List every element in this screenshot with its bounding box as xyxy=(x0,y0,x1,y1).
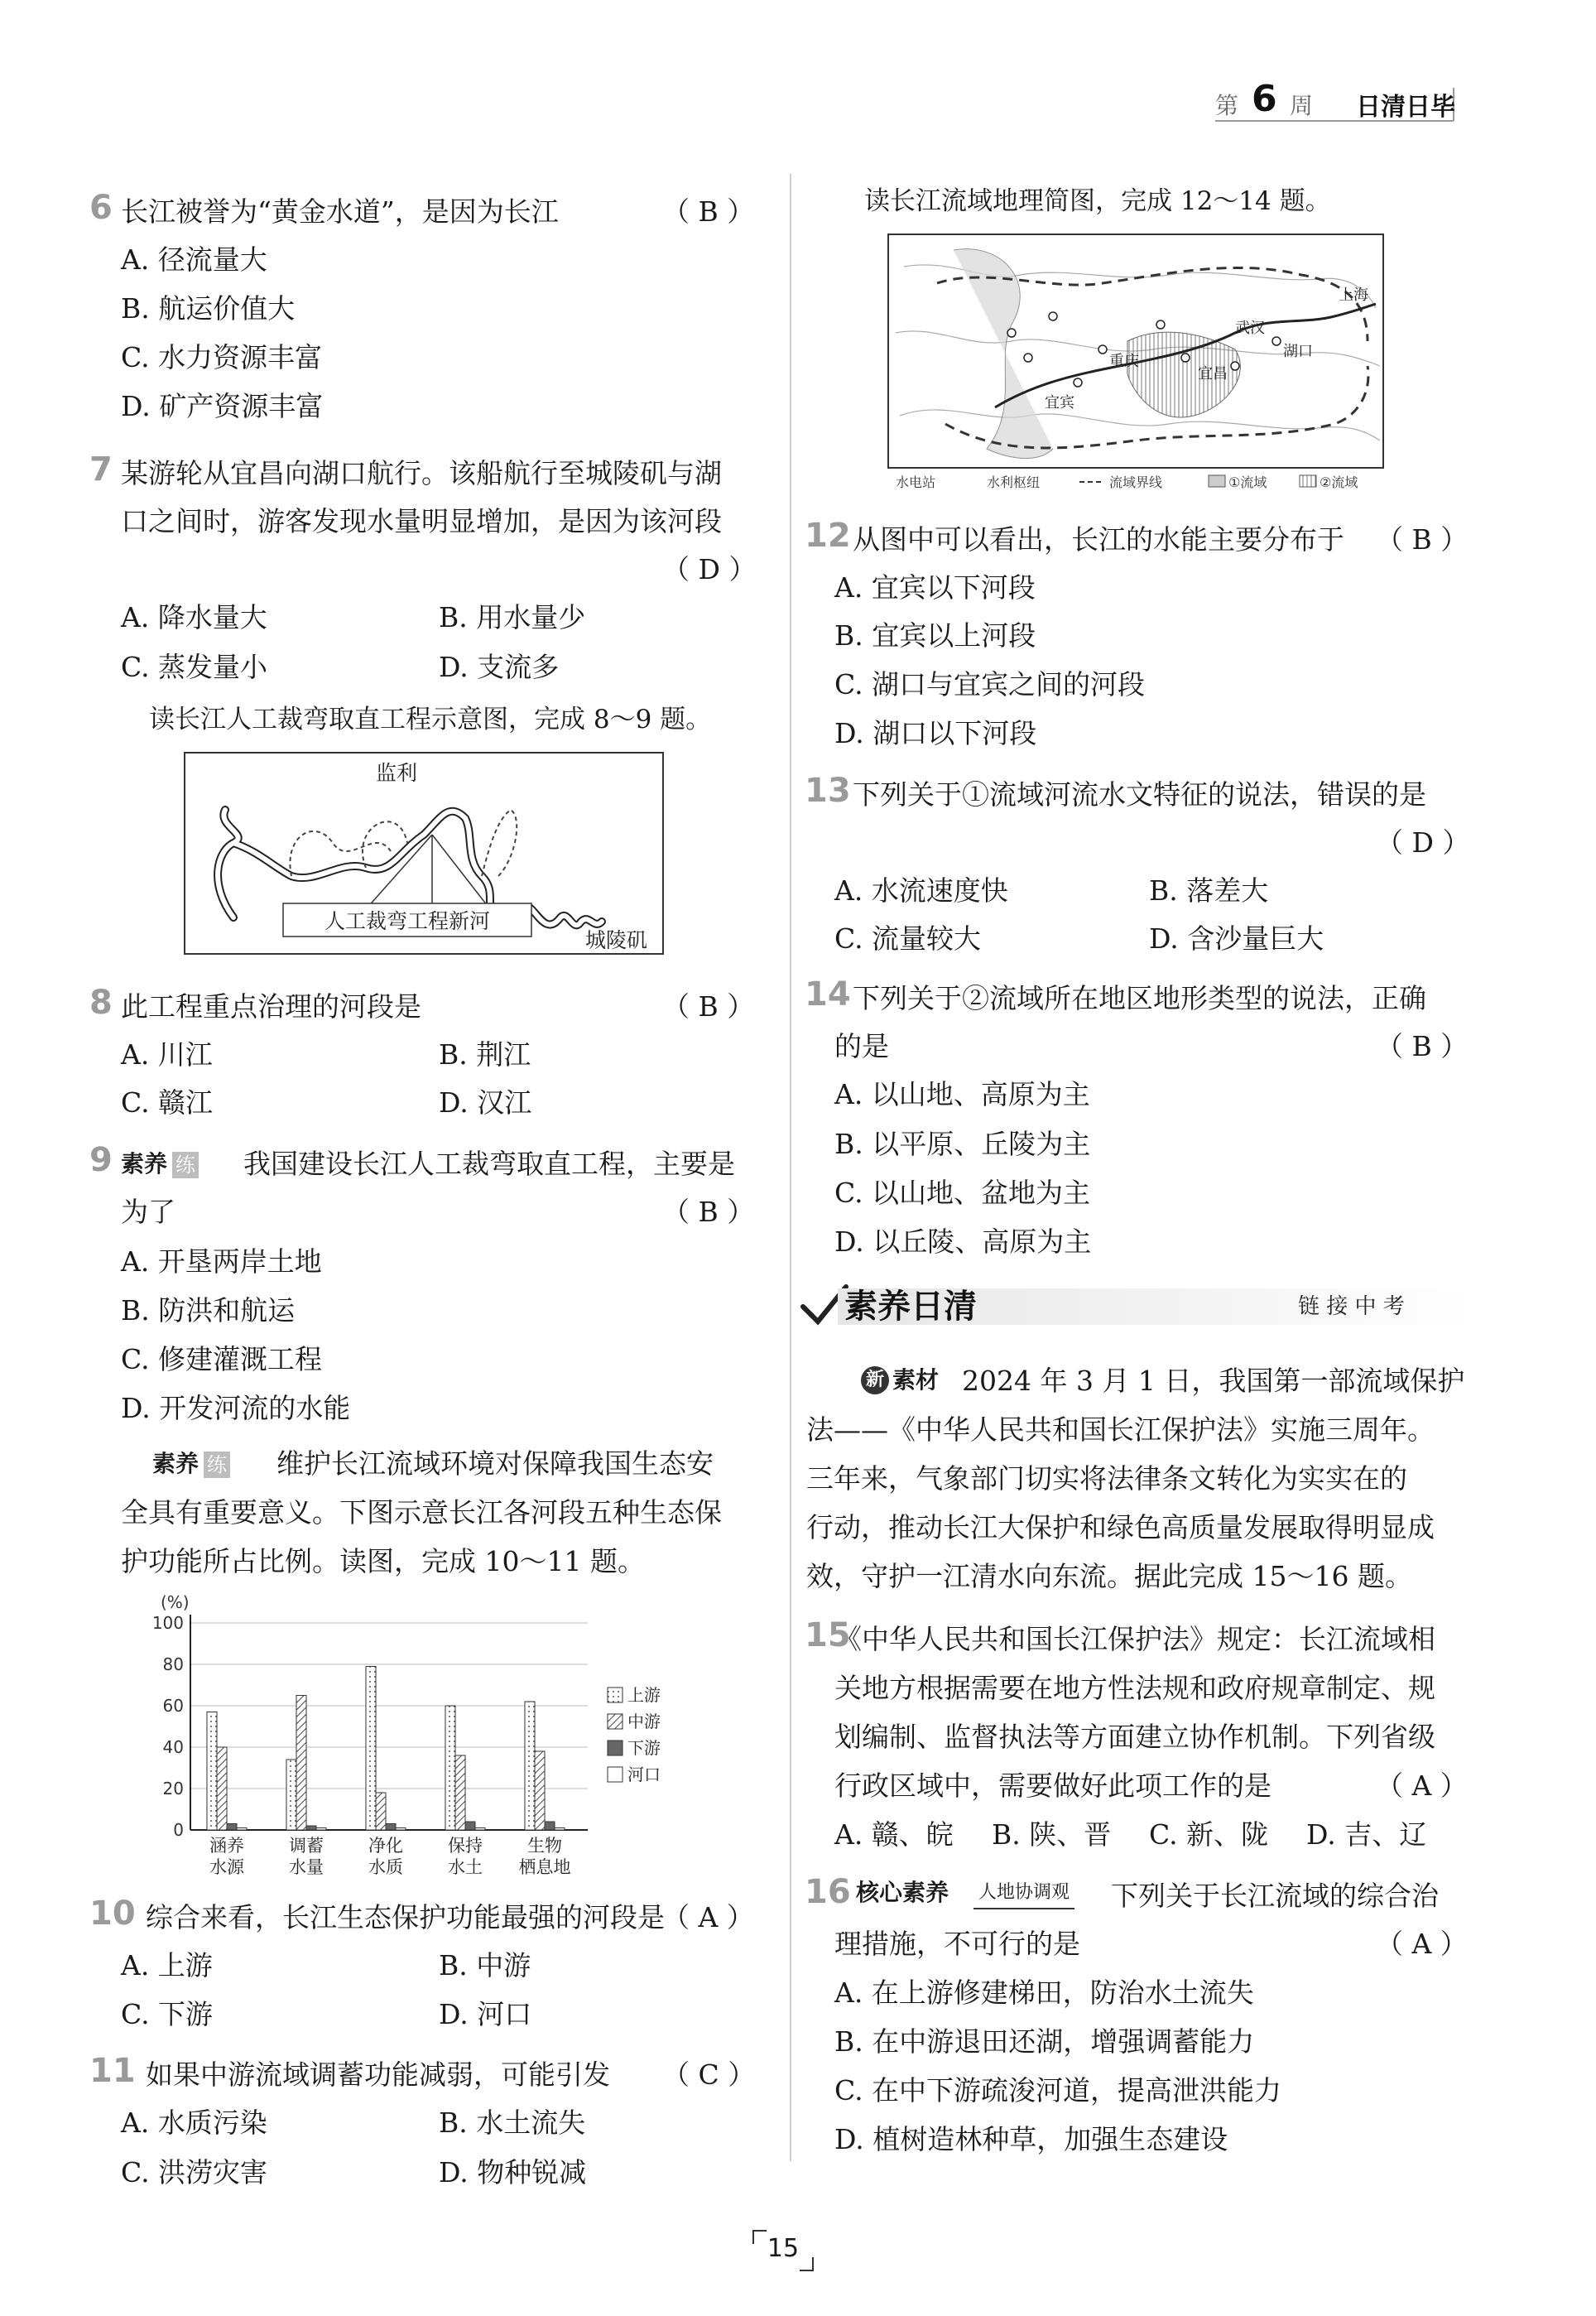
option: D. 以丘陵、高原为主 xyxy=(834,1225,1092,1258)
answer: （ D ） xyxy=(662,553,757,585)
option: A. 在上游修建梯田，防治水土流失 xyxy=(834,1977,1254,2009)
city-chongqing: 重庆 xyxy=(1109,353,1139,370)
answer: （ B ） xyxy=(1376,1030,1469,1062)
city-yibin: 宜宾 xyxy=(1045,394,1074,412)
option: B. 陕、晋 xyxy=(992,1818,1112,1851)
legend-label: 中游 xyxy=(627,1712,661,1731)
y-tick-label: 40 xyxy=(162,1737,184,1757)
section-link: 链 接 中 考 xyxy=(1298,1294,1405,1319)
option: A. 降水量大 xyxy=(121,601,267,633)
bar-河口 xyxy=(316,1828,326,1831)
answer: （ B ） xyxy=(1376,523,1469,556)
option: B. 防洪和航运 xyxy=(121,1294,296,1327)
question-stem-cont: 行政区域中，需要做好此项工作的是 xyxy=(834,1770,1272,1802)
figure-intro: 读长江流域地理简图，完成 12～14 题。 xyxy=(864,186,1331,216)
question-stem: 我国建设长江人工裁弯取直工程，主要是 xyxy=(243,1148,735,1180)
legend-basin-boundary: 流域界线 xyxy=(1109,474,1163,490)
option: D. 含沙量巨大 xyxy=(1149,922,1324,955)
option: A. 赣、皖 xyxy=(834,1818,954,1851)
question-stem: 下列关于②流域所在地区地形类型的说法，正确 xyxy=(853,982,1426,1014)
city-hukou: 湖口 xyxy=(1283,343,1313,360)
question-stem: 长江被誉为“黄金水道”，是因为长江 xyxy=(121,195,559,228)
answer: （ B ） xyxy=(662,195,755,228)
y-tick-label: 0 xyxy=(173,1820,184,1840)
option: C. 下游 xyxy=(121,1998,214,2030)
question-stem-cont: 的是 xyxy=(834,1030,889,1062)
figure-intro: 读长江人工裁弯取直工程示意图，完成 8～9 题。 xyxy=(149,705,712,734)
literacy-tag: 素养 练 xyxy=(121,1146,199,1179)
bar-中游 xyxy=(535,1751,545,1830)
question-number: 9 xyxy=(89,1141,113,1179)
question-number: 13 xyxy=(805,772,851,810)
option: B. 荆江 xyxy=(439,1038,531,1071)
material-text: 三年来，气象部门切实将法律条文转化为实实在的 xyxy=(806,1462,1407,1495)
x-category-label: 水量 xyxy=(289,1857,324,1877)
option: D. 吉、辽 xyxy=(1306,1818,1427,1851)
week-suffix: 周 xyxy=(1290,92,1314,119)
core-literacy-tag: 核心素养 xyxy=(856,1879,949,1906)
legend-swatch xyxy=(608,1767,623,1782)
bar-河口 xyxy=(555,1828,565,1831)
option: C. 在中下游疏浚河道，提高泄洪能力 xyxy=(834,2074,1282,2107)
question-number: 7 xyxy=(89,450,113,489)
yangtze-basin-map xyxy=(887,234,1384,495)
map-label-new-channel: 人工裁弯工程新河 xyxy=(324,909,491,933)
option: A. 以山地、高原为主 xyxy=(834,1078,1090,1110)
material-text: 2024 年 3 月 1 日，我国第一部流域保护 xyxy=(962,1365,1465,1397)
human-land-tag: 人地协调观 xyxy=(973,1878,1074,1909)
answer: （ C ） xyxy=(662,2058,756,2091)
bar-下游 xyxy=(306,1826,316,1830)
bar-上游 xyxy=(445,1706,455,1830)
option: B. 以平原、丘陵为主 xyxy=(834,1128,1091,1160)
map-label-chenglingji: 城陵矶 xyxy=(585,928,648,952)
y-axis-unit: (%) xyxy=(161,1592,190,1612)
literacy-tag: 素养 练 xyxy=(152,1446,230,1479)
option: D. 汉江 xyxy=(439,1086,532,1119)
intro-text: 维护长江流域环境对保障我国生态安 xyxy=(276,1447,714,1480)
x-category-label: 涵养 xyxy=(209,1836,244,1856)
question-stem: 某游轮从宜昌向湖口航行。该船航行至城陵矶与湖 xyxy=(121,457,722,489)
new-badge-icon: 新 xyxy=(861,1366,889,1394)
question-stem-cont: 口之间时，游客发现水量明显增加，是因为该河段 xyxy=(121,505,722,537)
question-number: 14 xyxy=(805,975,851,1014)
answer: （ A ） xyxy=(1376,1928,1468,1960)
bar-中游 xyxy=(296,1696,306,1831)
question-stem: 综合来看，长江生态保护功能最强的河段是 xyxy=(146,1901,665,1933)
option: D. 开发河流的水能 xyxy=(121,1392,351,1424)
question-stem: 《中华人民共和国长江保护法》规定：长江流域相 xyxy=(834,1623,1435,1655)
option: A. 径流量大 xyxy=(121,243,267,276)
option: D. 河口 xyxy=(439,1998,532,2030)
question-stem-cont: 关地方根据需要在地方性法规和政府规章制定、规 xyxy=(834,1672,1435,1704)
option: D. 物种锐减 xyxy=(439,2156,587,2188)
intro-text: 护功能所占比例。读图，完成 10～11 题。 xyxy=(121,1545,645,1577)
river-cutoff-map xyxy=(184,752,664,955)
answer: （ B ） xyxy=(662,990,755,1023)
answer: （ A ） xyxy=(1376,1770,1468,1802)
option: C. 以山地、盆地为主 xyxy=(834,1177,1091,1209)
question-number: 12 xyxy=(805,517,851,555)
option: C. 蒸发量小 xyxy=(121,651,268,683)
question-number: 11 xyxy=(89,2052,136,2090)
option: A. 宜宾以下河段 xyxy=(834,571,1036,604)
city-wuhan: 武汉 xyxy=(1235,320,1265,337)
option: B. 落差大 xyxy=(1149,874,1269,907)
legend-basin-1: ①流域 xyxy=(1228,474,1267,490)
bar-上游 xyxy=(366,1667,376,1831)
week-number: 6 xyxy=(1252,78,1277,120)
x-category-label: 调蓄 xyxy=(289,1836,324,1856)
option: B. 航运价值大 xyxy=(121,292,296,325)
legend-swatch xyxy=(608,1741,623,1755)
option: A. 水流速度快 xyxy=(834,874,1008,907)
bar-上游 xyxy=(207,1712,217,1831)
x-category-label: 保持 xyxy=(448,1836,483,1856)
answer: （ A ） xyxy=(662,1901,754,1933)
option: C. 流量较大 xyxy=(834,922,982,955)
x-category-label: 水源 xyxy=(209,1857,244,1877)
bar-河口 xyxy=(475,1828,485,1831)
option: D. 湖口以下河段 xyxy=(834,717,1037,749)
option: D. 植树造林种草，加强生态建设 xyxy=(834,2123,1228,2155)
question-number: 6 xyxy=(89,189,113,227)
material-text: 行动，推动长江大保护和绿色高质量发展取得明显成 xyxy=(806,1511,1435,1543)
x-category-label: 栖息地 xyxy=(518,1857,571,1877)
page-number: 15 xyxy=(750,2227,816,2274)
option: B. 在中游退田还湖，增强调蓄能力 xyxy=(834,2025,1255,2058)
city-yichang: 宜昌 xyxy=(1198,365,1228,383)
option: A. 上游 xyxy=(121,1949,213,1981)
option: B. 中游 xyxy=(439,1949,531,1981)
legend-label: 河口 xyxy=(627,1765,661,1784)
option: B. 宜宾以上河段 xyxy=(834,619,1036,652)
legend-label: 下游 xyxy=(627,1738,661,1758)
option: C. 水力资源丰富 xyxy=(121,341,323,373)
x-category-label: 水质 xyxy=(368,1857,403,1877)
option: C. 赣江 xyxy=(121,1086,214,1119)
intro-text: 全具有重要意义。下图示意长江各河段五种生态保 xyxy=(121,1496,722,1529)
y-tick-label: 20 xyxy=(162,1779,184,1798)
y-tick-label: 60 xyxy=(162,1696,184,1716)
y-tick-label: 80 xyxy=(162,1654,184,1674)
material-label: 素材 xyxy=(892,1366,940,1394)
column-divider xyxy=(790,174,791,2161)
x-category-label: 水土 xyxy=(448,1857,483,1877)
bar-河口 xyxy=(237,1828,247,1831)
legend-water-hub: 水利枢纽 xyxy=(987,474,1041,490)
legend-basin-2: ②流域 xyxy=(1320,474,1358,490)
option: B. 水土流失 xyxy=(439,2107,586,2139)
bar-下游 xyxy=(465,1822,475,1830)
x-category-label: 净化 xyxy=(368,1836,403,1856)
option: C. 湖口与宜宾之间的河段 xyxy=(834,668,1146,701)
bar-下游 xyxy=(227,1824,237,1831)
question-number: 8 xyxy=(89,984,113,1022)
question-number: 10 xyxy=(89,1895,136,1933)
map-label-jianli: 监利 xyxy=(376,761,418,785)
option: A. 水质污染 xyxy=(121,2107,267,2139)
option: C. 新、陇 xyxy=(1149,1818,1269,1851)
question-number: 16 xyxy=(805,1873,851,1911)
bar-中游 xyxy=(376,1793,386,1830)
question-number: 15 xyxy=(805,1616,851,1654)
page-header xyxy=(1215,78,1455,123)
y-tick-label: 100 xyxy=(151,1613,184,1633)
header-title: 日清日毕 xyxy=(1356,93,1455,122)
ecology-function-bar-chart xyxy=(149,1590,728,1877)
option: A. 川江 xyxy=(121,1038,213,1071)
legend-label: 上游 xyxy=(627,1685,661,1705)
question-stem: 如果中游流域调蓄功能减弱，可能引发 xyxy=(146,2058,610,2091)
legend-swatch xyxy=(608,1688,623,1702)
answer: （ D ） xyxy=(1376,826,1470,859)
bar-河口 xyxy=(396,1828,406,1831)
week-prefix: 第 xyxy=(1215,92,1239,119)
bar-下游 xyxy=(386,1824,396,1831)
question-stem-cont: 理措施，不可行的是 xyxy=(834,1928,1080,1960)
option: C. 洪涝灾害 xyxy=(121,2156,268,2188)
option: D. 矿产资源丰富 xyxy=(121,390,324,422)
bar-中游 xyxy=(455,1755,465,1830)
question-stem-cont: 为了 xyxy=(121,1196,175,1228)
section-title: 素养日清 xyxy=(844,1288,977,1326)
question-stem: 从图中可以看出，长江的水能主要分布于 xyxy=(853,523,1344,556)
legend-swatch xyxy=(608,1714,623,1729)
material-text: 效，守护一江清水向东流。据此完成 15～16 题。 xyxy=(806,1560,1412,1592)
question-stem-cont: 划编制、监督执法等方面建立协作机制。下列省级 xyxy=(834,1721,1435,1753)
question-stem: 此工程重点治理的河段是 xyxy=(121,990,421,1023)
question-stem: 下列关于长江流域的综合治 xyxy=(1111,1880,1439,1912)
x-category-label: 生物 xyxy=(527,1836,562,1856)
bar-上游 xyxy=(286,1760,296,1830)
option: B. 用水量少 xyxy=(439,601,586,633)
question-stem: 下列关于①流域河流水文特征的说法，错误的是 xyxy=(853,778,1426,811)
option: A. 开垦两岸土地 xyxy=(121,1245,322,1278)
material-text: 法——《中华人民共和国长江保护法》实施三周年。 xyxy=(806,1413,1435,1446)
bar-中游 xyxy=(217,1747,227,1830)
option: D. 支流多 xyxy=(439,651,560,683)
bar-下游 xyxy=(545,1822,555,1830)
answer: （ B ） xyxy=(662,1196,755,1228)
bar-上游 xyxy=(525,1702,535,1830)
legend-hydropower: 水电站 xyxy=(896,474,936,490)
option: C. 修建灌溉工程 xyxy=(121,1343,323,1375)
city-shanghai: 上海 xyxy=(1339,286,1368,304)
